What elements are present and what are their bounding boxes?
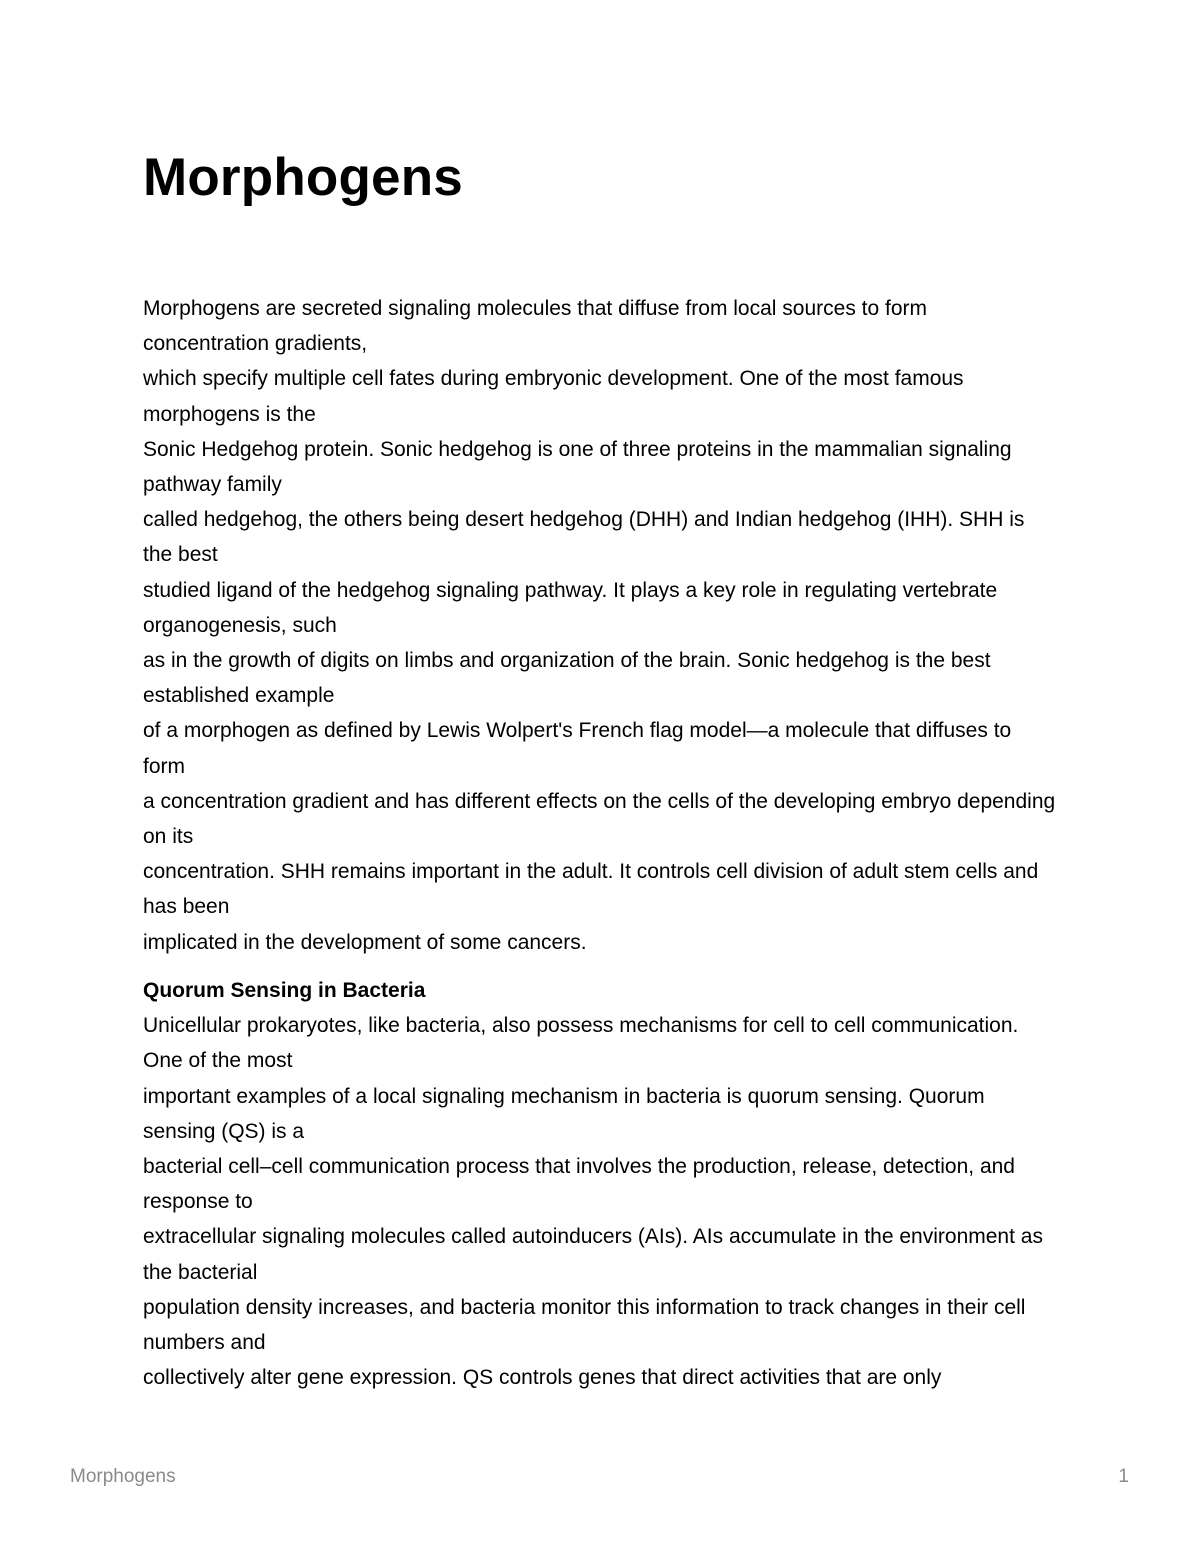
paragraph-line: implicated in the development of some cancers. [143,930,587,954]
paragraph-line: a concentration gradient and has different effects on the cells of the developing embryo depending on its [143,789,1056,849]
section-heading: Quorum Sensing in Bacteria [143,979,426,1002]
paragraph-line: bacterial cell–cell communication process that involves the production, release, detection, and response to [143,1155,1015,1214]
quorum-section [143,973,1058,1395]
paragraph-line: studied ligand of the hedgehog signaling pathway. It plays a key role in regulating vertebrate organogenesis, such [143,578,998,637]
intro-paragraph [143,291,1058,960]
paragraph-line: important examples of a local signaling mechanism in bacteria is quorum sensing. Quorum sensing (QS) is a [143,1084,985,1143]
paragraph-line: of a morphogen as defined by Lewis Wolpert's French flag model—a molecule that diffuses to form [143,719,1012,778]
paragraph-line: as in the growth of digits on limbs and organization of the brain. Sonic hedgehog is the best established example [143,649,991,708]
paragraph-line: which specify multiple cell fates during embryonic development. One of the most famous morphogens is the [143,367,964,426]
page-title: Morphogens [143,148,463,207]
page-number: 1 [1118,1466,1129,1487]
paragraph-line: Unicellular prokaryotes, like bacteria, also possess mechanisms for cell to cell communication. One of the most [143,1014,1019,1073]
footer-label: Morphogens [70,1466,176,1487]
paragraph-line: extracellular signaling molecules called autoinducers (AIs). AIs accumulate in the environment as the bacterial [143,1225,1043,1284]
paragraph-line: concentration. SHH remains important in the adult. It controls cell division of adult stem cells and has been [143,860,1039,919]
paragraph-line: Sonic Hedgehog protein. Sonic hedgehog is one of three proteins in the mammalian signaling pathway family [143,437,1012,497]
paragraph-line: called hedgehog, the others being desert hedgehog (DHH) and Indian hedgehog (IHH). SHH is the best [143,508,1025,567]
paragraph-line: Morphogens are secreted signaling molecules that diffuse from local sources to form concentration gradients, [143,297,928,356]
paragraph-line: collectively alter gene expression. QS controls genes that direct activities that are only [143,1366,942,1390]
paragraph-line: population density increases, and bacteria monitor this information to track changes in their cell numbers and [143,1295,1026,1355]
